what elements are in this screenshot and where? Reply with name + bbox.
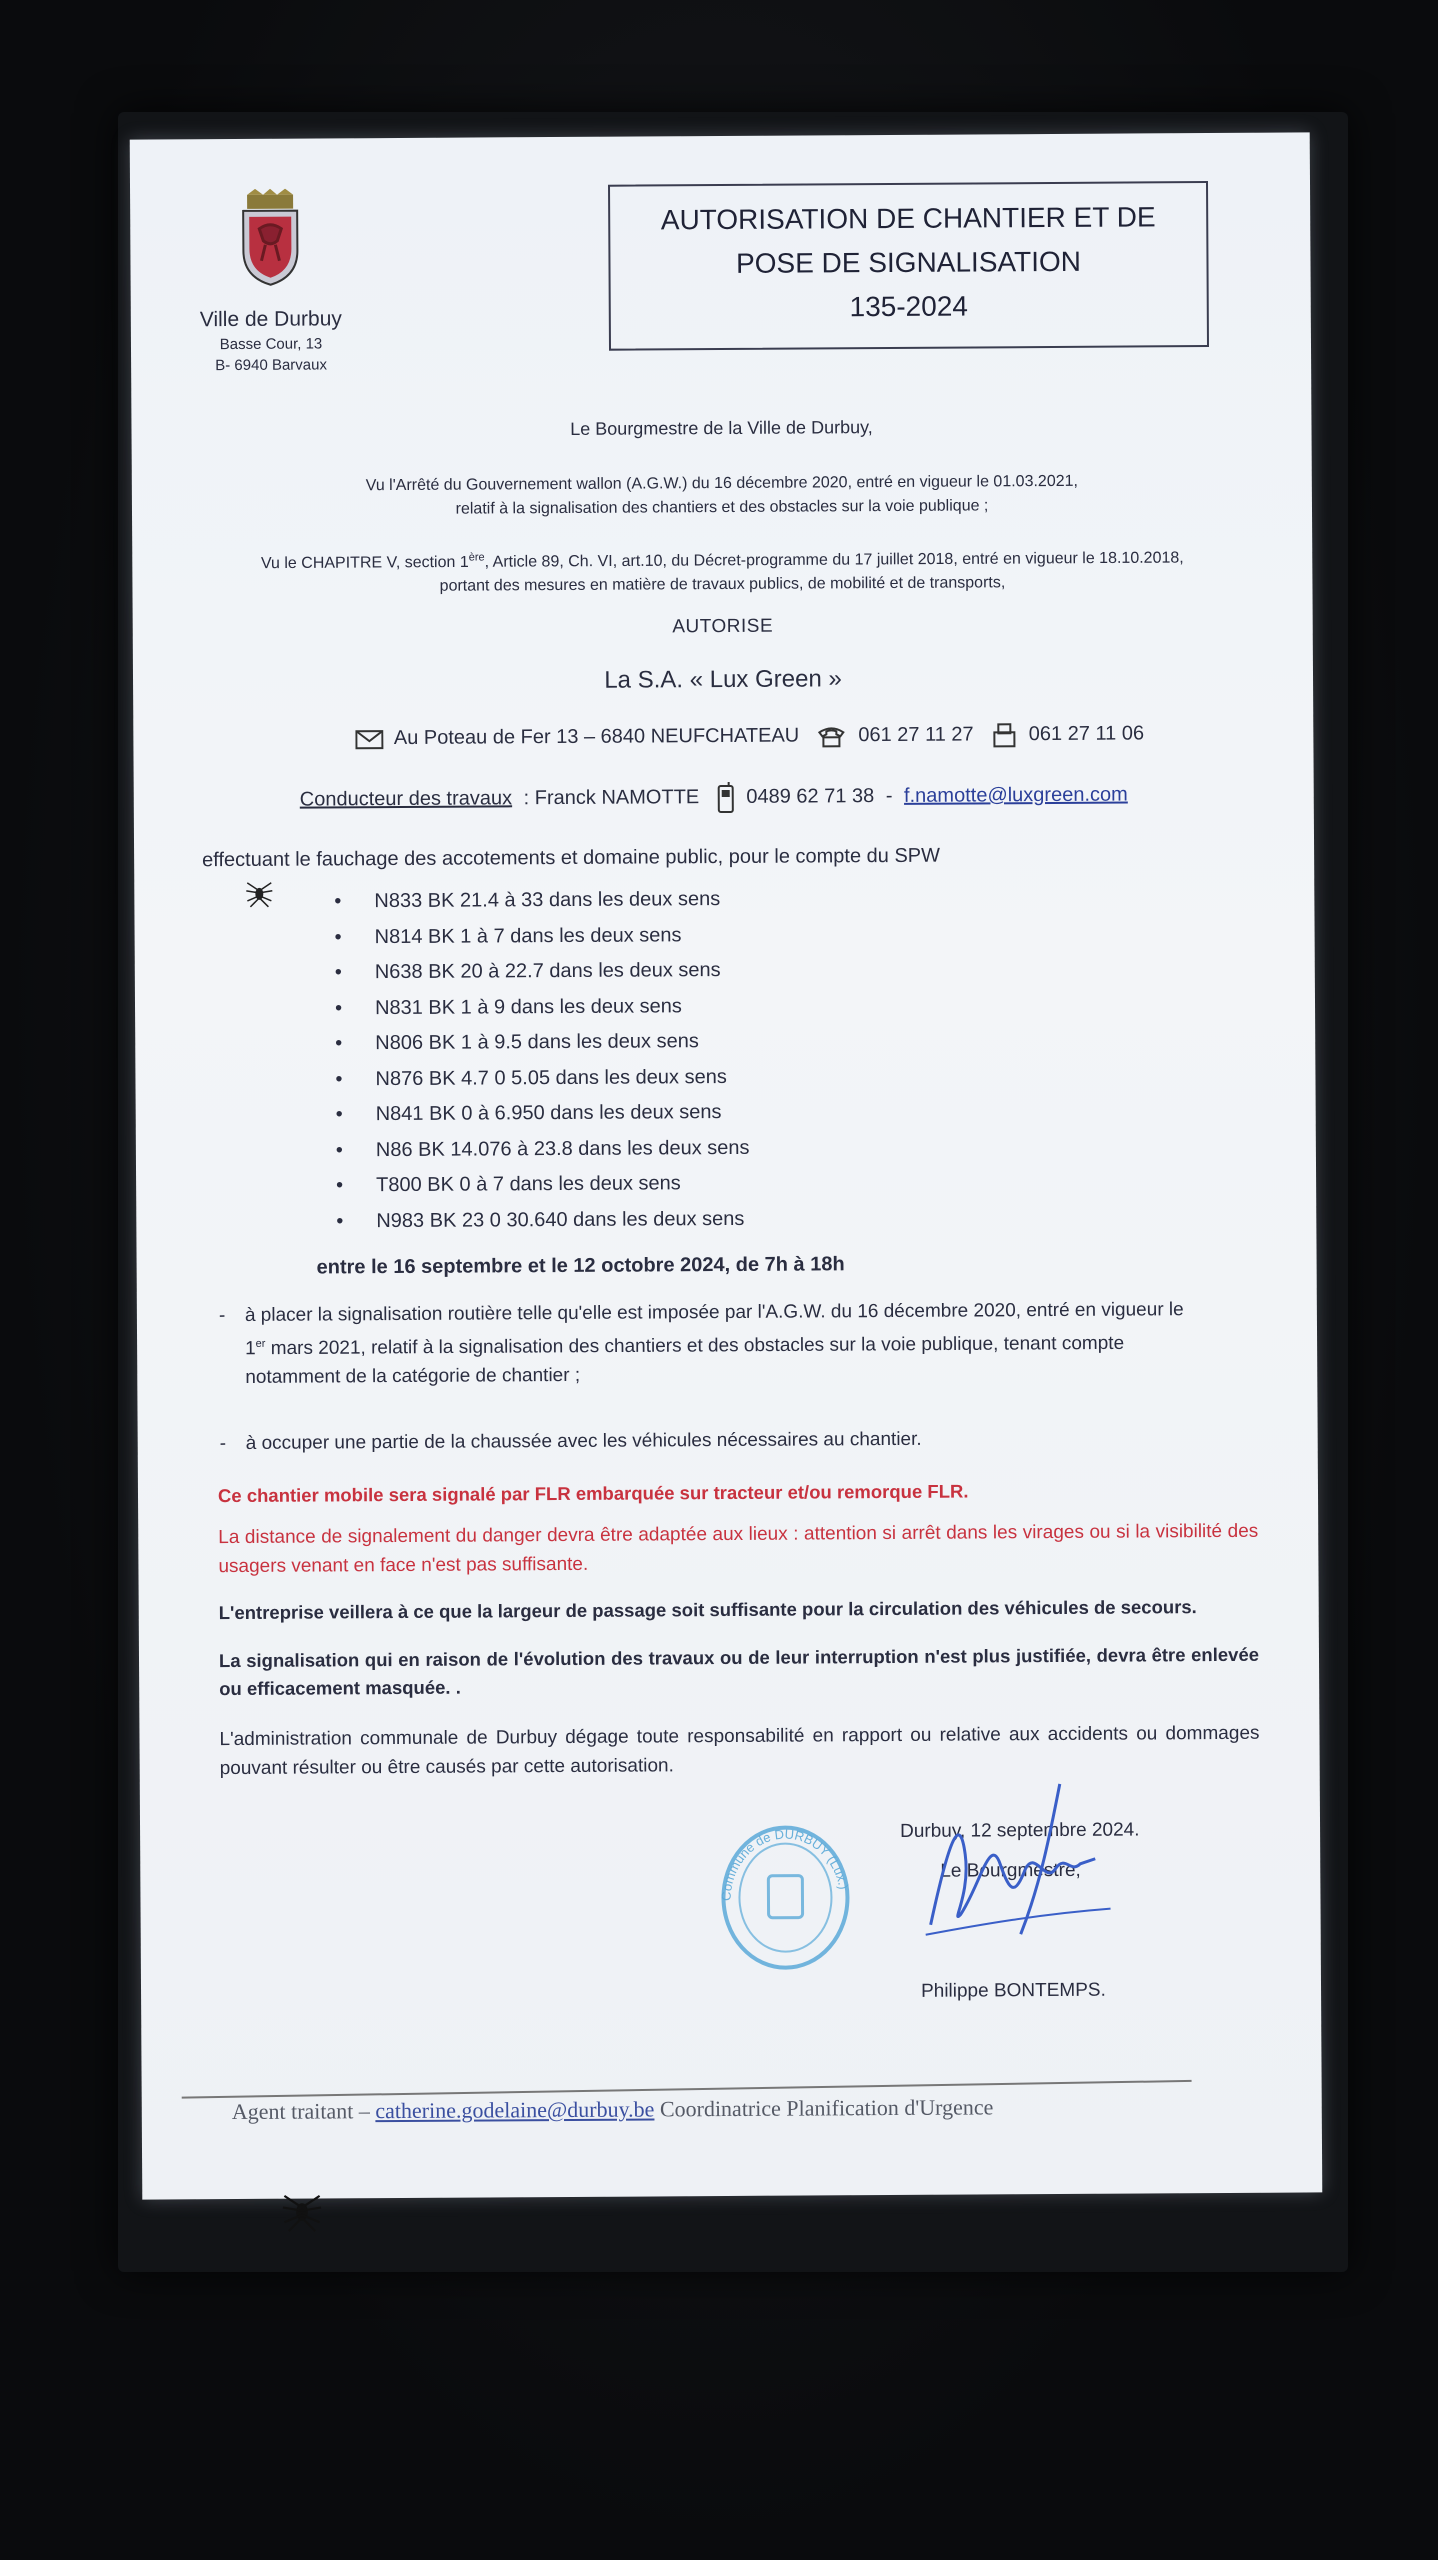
conductor-line xyxy=(300,779,1260,817)
vu-decret-rest: , Article 89, Ch. VI, art.10, du Décret-programme du 17 juillet 2018, entré en vigueur le 18.10.2018, xyxy=(484,549,1184,571)
list-dash: - xyxy=(218,1305,226,1327)
condition1-line3: notamment de la catégorie de chantier ; xyxy=(245,1365,581,1389)
road-item: • N831 BK 1 à 9 dans les deux sens xyxy=(335,987,935,1026)
commune-address-line1: Basse Cour, 13 xyxy=(219,335,323,354)
vu-agw xyxy=(132,468,1312,523)
document-title-box xyxy=(608,181,1209,351)
autorise-heading: AUTORISE xyxy=(672,615,774,638)
commune-stamp xyxy=(710,1815,861,1976)
company-address: Au Poteau de Fer 13 – 6840 NEUFCHATEAU xyxy=(393,724,800,750)
road-list xyxy=(334,881,936,1240)
work-description: effectuant le fauchage des accotements et domaine public, pour le compte du SPW xyxy=(202,844,941,872)
spider-icon xyxy=(244,879,274,909)
footer-label: Agent traitant – xyxy=(231,2098,376,2125)
road-item: • N814 BK 1 à 7 dans les deux sens xyxy=(334,916,934,955)
condition-occupation xyxy=(219,1423,1266,1458)
road-item: • N833 BK 21.4 à 33 dans les deux sens xyxy=(334,881,934,920)
signalisation-removal-notice: La signalisation qui en raison de l'évolution des travaux ou de leur interruption n'est plus justifiée, devra être enlevée ou efficacement masquée. . xyxy=(218,1643,1260,1700)
company-name: La S.A. « Lux Green » xyxy=(604,665,842,694)
agent-email-link[interactable]: catherine.godelaine@durbuy.be xyxy=(375,2096,655,2124)
footer xyxy=(232,2094,994,2125)
company-fax: 061 27 11 06 xyxy=(1028,722,1145,746)
bourgmestre-line: Le Bourgmestre de la Ville de Durbuy, xyxy=(570,417,873,439)
vu-agw-line1: Vu l'Arrêté du Gouvernement wallon (A.G.W.) du 16 décembre 2020, entré en vigueur le 01.03.2021, xyxy=(365,472,1078,495)
work-dates: entre le 16 septembre et le 12 octobre 2024, de 7h à 18h xyxy=(316,1253,845,1279)
danger-distance-notice: La distance de signalement du danger devra être adaptée aux lieux : attention si arrêt dans les virages ou si la visibilité des usagers venant en face n'est pas suffisante. xyxy=(218,1520,1259,1578)
road-item: • N806 BK 1 à 9.5 dans les deux sens xyxy=(335,1023,935,1062)
road-item: • N86 BK 14.076 à 23.8 dans les deux sens xyxy=(336,1129,936,1168)
conductor-name: : Franck NAMOTTE xyxy=(518,786,700,810)
company-contact-line xyxy=(349,721,1249,752)
condition1-line1: à placer la signalisation routière telle qu'elle est imposée par l'A.G.W. du 16 décembre 2020, entré en vigueur le xyxy=(244,1299,1184,1326)
condition-signalisation xyxy=(218,1295,1266,1393)
mobile-phone-icon xyxy=(717,782,735,814)
vu-decret-line2: portant des mesures en matière de travaux publics, de mobilité et de transports, xyxy=(439,574,1006,596)
phone-icon xyxy=(817,724,847,748)
commune-address-line2: B- 6940 Barvaux xyxy=(215,356,328,375)
mail-icon xyxy=(355,728,383,750)
flr-notice: Ce chantier mobile sera signalé par FLR embarquée sur tracteur et/ou remorque FLR. xyxy=(217,1480,969,1507)
vu-decret-sup: ère xyxy=(468,551,485,564)
email-separator: - xyxy=(880,785,899,808)
condition1-sup: er xyxy=(255,1337,266,1350)
vu-agw-line2: relatif à la signalisation des chantiers et des obstacles sur la voie publique ; xyxy=(455,497,989,518)
commune-header xyxy=(160,188,381,374)
vu-decret-prefix: Vu le CHAPITRE V, section 1 xyxy=(260,553,469,573)
fax-icon xyxy=(991,722,1017,748)
handwritten-signature xyxy=(920,1774,1121,1945)
emergency-passage-notice: L'entreprise veillera à ce que la largeur de passage soit suffisante pour la circulation des véhicules de secours. xyxy=(218,1596,1197,1624)
agent-role: Coordinatrice Planification d'Urgence xyxy=(654,2094,994,2122)
list-dash: - xyxy=(219,1433,227,1455)
signatory-role: Le Bourgmestre, xyxy=(940,1859,1081,1882)
condition2-text: à occuper une partie de la chaussée avec les véhicules nécessaires au chantier. xyxy=(245,1428,922,1454)
vu-decret xyxy=(132,540,1312,601)
conductor-email-link[interactable]: f.namotte@luxgreen.com xyxy=(903,783,1128,808)
document-page xyxy=(130,132,1323,2199)
road-item: • N638 BK 20 à 22.7 dans les deux sens xyxy=(335,952,935,991)
title-line1: AUTORISATION DE CHANTIER ET DE xyxy=(660,201,1156,236)
signatory-name: Philippe BONTEMPS. xyxy=(920,1979,1106,2002)
road-item: • N876 BK 4.7 0 5.05 dans les deux sens xyxy=(335,1058,935,1097)
liability-disclaimer: L'administration communale de Durbuy dégage toute responsabilité en rapport ou relative aux accidents ou dommages pouvant résulter ou être causés par cette autorisation. xyxy=(219,1722,1260,1780)
company-phone: 061 27 11 27 xyxy=(858,723,974,747)
road-item: • T800 BK 0 à 7 dans les deux sens xyxy=(336,1165,936,1204)
commune-name: Ville de Durbuy xyxy=(199,307,342,332)
spider-icon xyxy=(280,2190,324,2234)
place-date: Durbuy, 12 septembre 2024. xyxy=(900,1819,1140,1842)
conductor-label: Conducteur des travaux xyxy=(299,787,513,811)
title-line2: POSE DE SIGNALISATION xyxy=(735,245,1082,279)
condition1-line2 xyxy=(245,1324,1265,1364)
title-number: 135-2024 xyxy=(849,290,969,323)
durbuy-crest-icon xyxy=(235,189,306,289)
stamp-text: Commune de DURBUY (Lux.) xyxy=(718,1826,852,1902)
condition1-rest: mars 2021, relatif à la signalisation des chantiers et des obstacles sur la voie publique, tenant compte xyxy=(265,1332,1125,1360)
road-item: • N983 BK 23 0 30.640 dans les deux sens xyxy=(336,1200,936,1239)
conductor-mobile: 0489 62 71 38 xyxy=(746,785,875,809)
road-item: • N841 BK 0 à 6.950 dans les deux sens xyxy=(336,1094,936,1133)
condition1-day: 1 xyxy=(245,1338,256,1360)
